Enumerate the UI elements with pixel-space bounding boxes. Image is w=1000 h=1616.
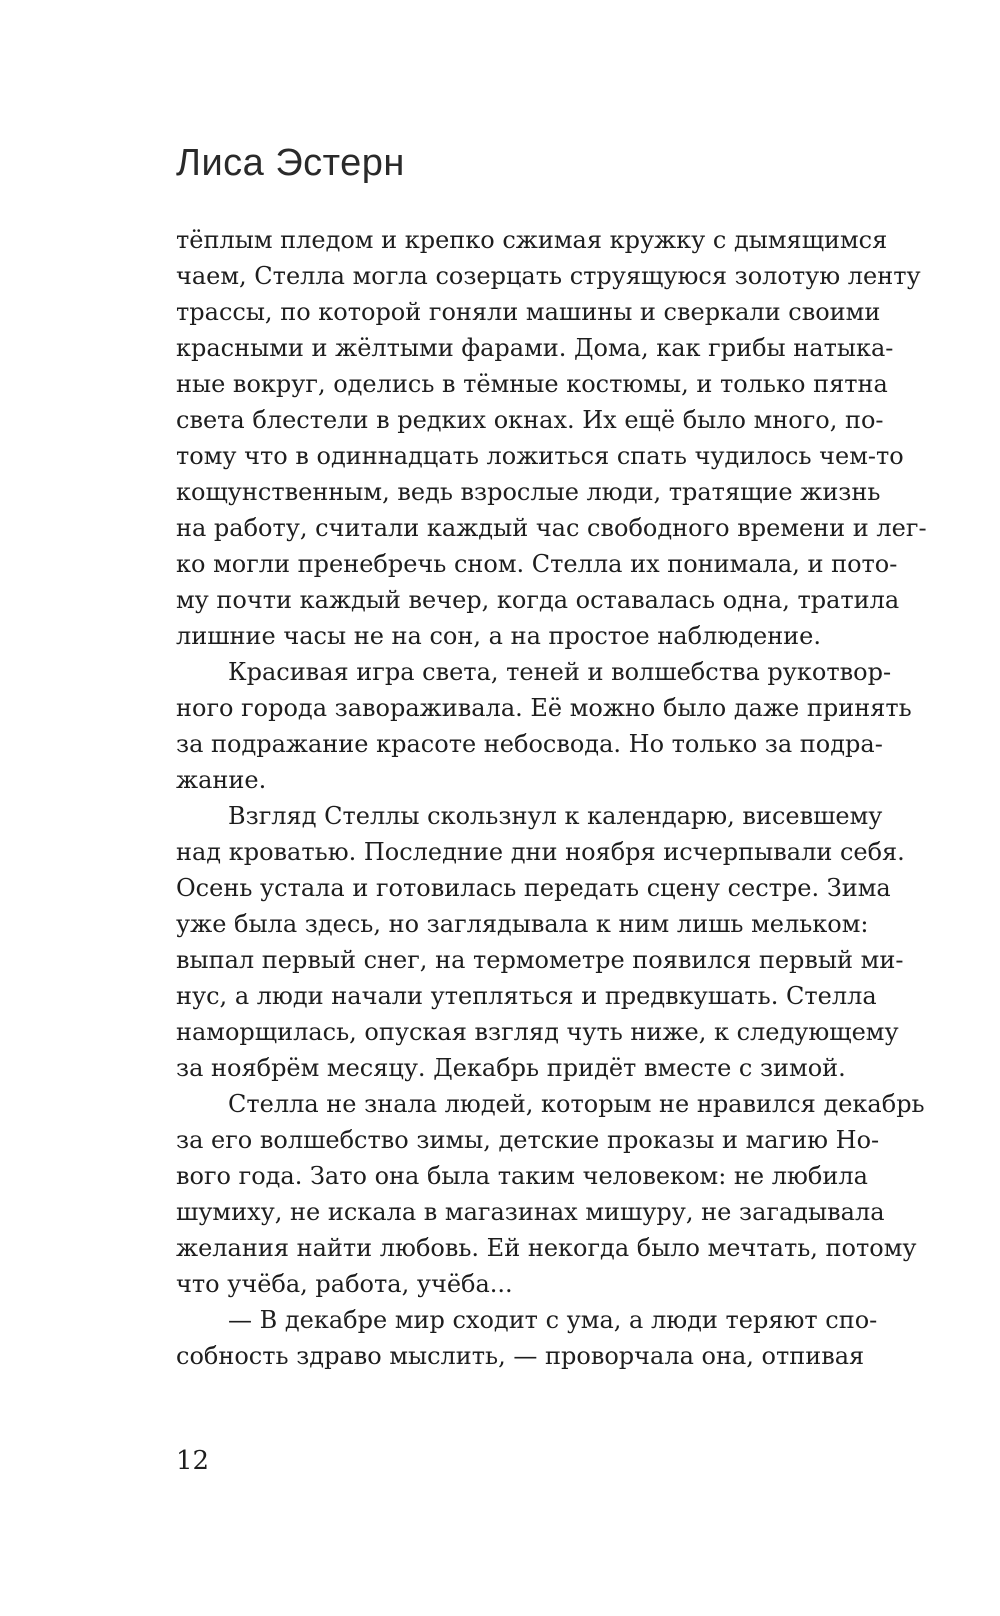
text-line: кощунственным, ведь взрослые люди, тратящие жизнь bbox=[176, 478, 881, 506]
text-line: — В декабре мир сходит с ума, а люди теряют спо- bbox=[228, 1306, 878, 1334]
text-line: шумиху, не искала в магазинах мишуру, не загадывала bbox=[176, 1198, 885, 1226]
text-line: чаем, Стелла могла созерцать струящуюся золотую ленту bbox=[176, 262, 921, 290]
text-line: уже была здесь, но заглядывала к ним лишь мельком: bbox=[176, 910, 869, 938]
text-line: му почти каждый вечер, когда оставалась одна, тратила bbox=[176, 586, 900, 614]
text-line: выпал первый снег, на термометре появился первый ми- bbox=[176, 946, 904, 974]
text-line: Осень устала и готовилась передать сцену сестре. Зима bbox=[176, 874, 891, 902]
text-line: за подражание красоте небосвода. Но только за подра- bbox=[176, 730, 883, 758]
text-line: Взгляд Стеллы скользнул к календарю, висевшему bbox=[228, 802, 883, 830]
text-line: тёплым пледом и крепко сжимая кружку с дымящимся bbox=[176, 226, 888, 254]
text-line: нус, а люди начали утепляться и предвкушать. Стелла bbox=[176, 982, 877, 1010]
text-line: лишние часы не на сон, а на простое наблюдение. bbox=[176, 622, 822, 650]
text-line: собность здраво мыслить, — проворчала она, отпивая bbox=[176, 1342, 865, 1370]
text-line: за ноябрём месяцу. Декабрь придёт вместе с зимой. bbox=[176, 1054, 846, 1082]
text-line: ные вокруг, оделись в тёмные костюмы, и только пятна bbox=[176, 370, 888, 398]
text-line: Красивая игра света, теней и волшебства рукотвор- bbox=[228, 658, 892, 686]
text-line: что учёба, работа, учёба... bbox=[176, 1270, 513, 1298]
text-line: ко могли пренебречь сном. Стелла их понимала, и пото- bbox=[176, 550, 898, 578]
text-line: за его волшебство зимы, детские проказы и магию Но- bbox=[176, 1126, 880, 1154]
text-line: Стелла не знала людей, которым не нравился декабрь bbox=[228, 1090, 925, 1118]
text-line: трассы, по которой гоняли машины и сверкали своими bbox=[176, 298, 881, 326]
text-line: желания найти любовь. Ей некогда было мечтать, потому bbox=[176, 1234, 917, 1262]
text-line: над кроватью. Последние дни ноября исчерпывали себя. bbox=[176, 838, 905, 866]
page-number: 12 bbox=[176, 1446, 210, 1476]
running-head-author: Лиса Эстерн bbox=[176, 142, 405, 184]
text-line: на работу, считали каждый час свободного времени и лег- bbox=[176, 514, 927, 542]
text-line: ного города завораживала. Её можно было даже принять bbox=[176, 694, 912, 722]
text-line: наморщилась, опуская взгляд чуть ниже, к следующему bbox=[176, 1018, 899, 1046]
body-text bbox=[176, 222, 927, 1374]
text-line: света блестели в редких окнах. Их ещё было много, по- bbox=[176, 406, 884, 434]
text-line: жание. bbox=[176, 766, 267, 794]
text-line: красными и жёлтыми фарами. Дома, как грибы натыка- bbox=[176, 334, 894, 362]
text-line: вого года. Зато она была таким человеком: не любила bbox=[176, 1162, 868, 1190]
text-line: тому что в одиннадцать ложиться спать чудилось чем-то bbox=[176, 442, 904, 470]
